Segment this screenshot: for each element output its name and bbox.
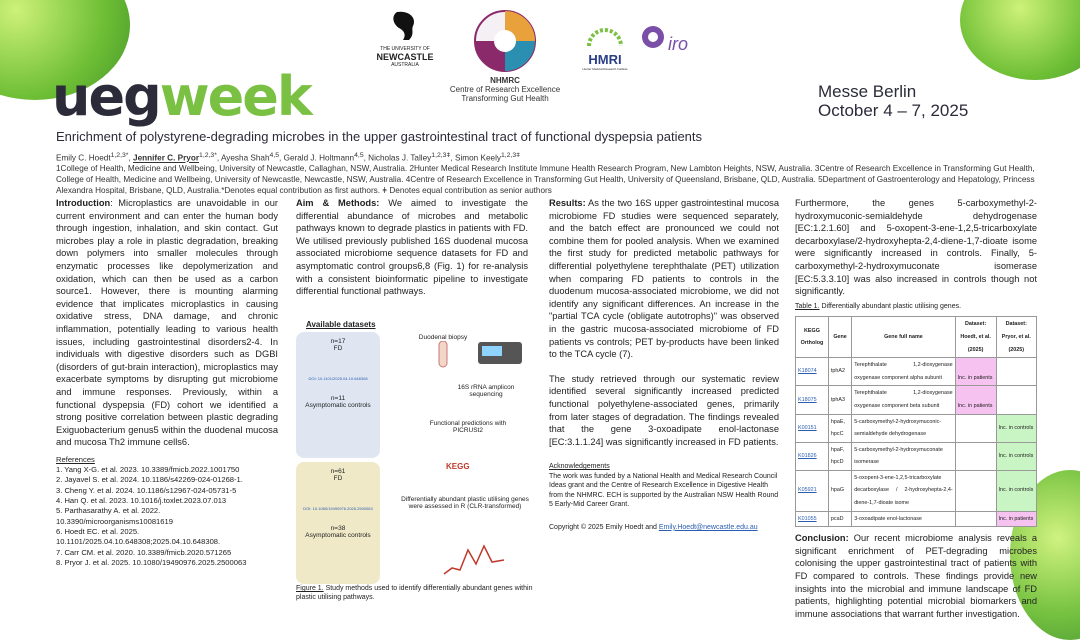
- venue-info: Messe Berlin October 4 – 7, 2025: [818, 82, 969, 120]
- duodenal-biopsy-step: Duodenal biopsy: [408, 334, 478, 371]
- figure-1-caption: Figure 1. Study methods used to identify differentially abundant genes within plastic utilising pathways.: [296, 585, 533, 601]
- sequencing-step: 16S rRNA amplicon sequencing: [457, 384, 515, 398]
- introduction-section: Introduction: Microplastics are unavoidable in our current environment and can enter the human body through ingestion, inhalation, and skin contact. Gut microbes play a role in plastic degradation, breaking down polymers into smaller molecules through enzymatic processes like depolymerization and oxidation, which can then be used as a carbon source1. However, there is mounting alarming evidence that implicates microplastics in causing oxidative stress, DNA damage, and chronic inflammation, potentially leading to various health issues, including gastrointestinal disorders2-4. In individuals with digestive disorders such as DGBI (disorders of gut-brain interaction), microplastics may exacerbate symptoms by disrupting gut microbiome and immune responses. Previously, within a functional dyspepsia (FD) cohort we identified a strong positive correlation between plastic degrading Exiguobacterium genus5 within the duodenal mucosa and mucosa Th2 immune cells6. References 1. Yang X-G. et al. 2023. 10.3389/fmicb.2022.1001750 2. Jayavel S. et al. 2024. 10.1186/s42269-024-01268-1. 3. Cheng Y. et al. 2024. 10.1186/s12967-024-05731-5 4. Han Q. et al. 2023. 10.1016/j.toxlet.2023.07.013 5. Parthasarathy A. et al. 2022. 10.3390/microorganisms10081619 6. Hoedt EC. et al. 2025. 10.1101/2025.04.10.648308;2025.04.10.648308. 7. Carr CM. et al. 2020. 10.3389/fmicb.2020.571265 8. Pryor J. et al. 2025. 10.1080/19490976.2025.2500063: [56, 198, 278, 567]
- reference-item: 5. Parthasarathy A. et al. 2022. 10.3390/microorganisms10081619: [56, 506, 173, 526]
- conclusion-section: Conclusion: Our recent microbiome analysis reveals a significant enrichment of PET-degrading microbes colonising the upper gastrointestinal tract of patients with FD compared to controls. These findings provide new insights into the microbial and immune landscape of FD patients, highlighting potential microbial biomarkers and immune associations that warrant further investigation.: [795, 533, 1037, 619]
- table-header: Dataset: Pryor, et al. (2025): [996, 317, 1036, 358]
- seahorse-icon: [387, 8, 423, 44]
- table-row: K01055 pcaD 3-oxoadipate enol-lactonase Inc. in patients: [796, 511, 1037, 527]
- analysis-plot-icon: [442, 540, 506, 576]
- dataset-1-doi: DOI: 10.1101/2025.04.10.648308: [308, 376, 368, 381]
- hmri-arc-icon: [585, 20, 625, 50]
- kegg-link[interactable]: K01826: [796, 442, 829, 470]
- partner-logos: [370, 8, 690, 128]
- kegg-link[interactable]: K18075: [796, 386, 829, 414]
- kegg-step: KEGG: [446, 462, 470, 471]
- hmri-logo: HMRI Hunter Medical Research Institute: [580, 20, 630, 71]
- author-block: Emily C. Hoedt$^{1,2,3*}$, Jennifer C. Pryor$^{1,2,3*}$, Ayesha Shah$^{4,5}$, Gerald J. Holtmann$^{4,5}$, Nicholas J. Talley$^{1,2,3ǂ}$, Simon Keely$^{1,2,3ǂ}$ 1College of Health, Medicine and Wellbeing, University of Newcastle, Callaghan, NSW, Australia. 2Hunter Medical Research Institute Immune Health Research Program, New Lambton Heights, NSW, Australia. 3Centre of Research Excellence in Transforming Gut Health, College of Health, Medicine and Wellbeing, University of Newcastle, Newcastle, NSW, Australia. 4Centre of Research Excellence in Transforming Gut Health, University of Queensland, Brisbane, QLD, Australia. 5Department of Gastroenterology and Hepatology, Princess Alexandra Hospital, Brisbane, QLD, Australia.*Denotes equal contribution as first authors. ǂ Denotes equal contribution as senior authors: [56, 152, 1035, 195]
- iro-logo: iro: [636, 24, 692, 55]
- copyright: Copyright © 2025 Emily Hoedt and Emily.Hoedt@newcastle.edu.au: [549, 523, 758, 531]
- table-row: K18075 tphA3 Terephthalate 1,2-dioxygenase oxygenase component beta subunit Inc. in patients: [796, 386, 1037, 414]
- introduction-heading: Introduction: [56, 198, 111, 208]
- table-1: [795, 316, 1037, 527]
- poster-header: [0, 0, 1080, 128]
- table-header: KEGG Ortholog: [796, 317, 829, 358]
- table-header: Gene full name: [852, 317, 956, 358]
- methods-heading: Aim & Methods:: [296, 198, 380, 208]
- dataset-1-box: n=17 FD DOI: 10.1101/2025.04.10.648308 n=11 Asymptomatic controls: [296, 332, 380, 458]
- kegg-link[interactable]: K00151: [796, 414, 829, 442]
- table-row: K01826 hpaF, hpcD 5-carboxymethyl-2-hydroxymuconate isomerase Inc. in controls: [796, 442, 1037, 470]
- results-section: Results: As the two 16S upper gastrointestinal mucosa microbiome FD studies were sequenced separately, and the batch effect are pronounced we could not combine them for pooled analysis. When we examined the first study for predicted metabolic pathways for differential polyethylene terephthalate (PET) utilization when comparing FD patients to controls in the duodenum mucosa-associated microbiome, we did not identify any significant differences. An increase in the "partial TCA cycle (obligate autotrophs)" was observed in the gastric mucosa-associated microbiome of FD patients vs controls; PET by-products have been linked to the TCA cycle (7). The study retrieved through our systematic review identified several significantly increased predicted functional polyethylene-associated genes, primarily from later stages of degradation. The findings revealed that the gene 3-oxoadipate enol-lactonase [EC:3.1.1.24] was significantly increased in FD patients. Acknowledgements The work was funded by a National Health and Medical Research Council Ideas grant and the Centre of Research Excellence in Digestive Health from the NHMRC. ECH is supported by the Australian NSW Health Round 5 Early-Mid Career Grant. Copyright © 2025 Emily Hoedt and Emily.Hoedt@newcastle.edu.au: [549, 197, 779, 534]
- uon-logo: THE UNIVERSITY OF NEWCASTLE AUSTRALIA: [370, 8, 440, 68]
- author-hoedt: Emily C. Hoedt: [56, 153, 111, 163]
- contact-email-link[interactable]: Emily.Hoedt@newcastle.edu.au: [658, 523, 758, 531]
- affiliations: 1College of Health, Medicine and Wellbeing, University of Newcastle, Callaghan, NSW, Australia. 2Hunter Medical Research Institute Immune Health Research Program, New Lambton Heights, NSW, Australia. 3Centre of Research Excellence in Transforming Gut Health, College of Health, Medicine and Wellbeing, University of Newcastle, Newcastle, NSW, Australia. 4Centre of Research Excellence in Transforming Gut Health, University of Queensland, Brisbane, QLD, Australia. 5Department of Gastroenterology and Hepatology, Princess Alexandra Hospital, Brisbane, QLD, Australia.*Denotes equal contribution as first authors. ǂ Denotes equal contribution as senior authors: [56, 164, 1035, 195]
- poster-title: Enrichment of polystyrene-degrading microbes in the upper gastrointestinal tract of functional dyspepsia patients: [56, 129, 703, 144]
- author-pryor: Jennifer C. Pryor: [133, 153, 200, 163]
- table-row: K05921 hpaG 5-oxopent-3-ene-1,2,5-tricarboxylate decarboxylase / 2-hydroxyhepta-2,4-diene-1,7-dioate isome Inc. in controls: [796, 470, 1037, 511]
- reference-item: 7. Carr CM. et al. 2020. 10.3389/fmicb.2020.571265: [56, 547, 232, 557]
- reference-item: 3. Cheng Y. et al. 2024. 10.1186/s12967-024-05731-5: [56, 485, 237, 495]
- kegg-link[interactable]: K01055: [796, 511, 829, 527]
- biopsy-tube-icon: [436, 341, 450, 369]
- table-row: K00151 hpaE, hpcC 5-carboxymethyl-2-hydroxymuconic-semialdehyde dehydrogenase Inc. in controls: [796, 414, 1037, 442]
- cre-gut-health-icon: [472, 8, 538, 74]
- results-continued: Furthermore, the genes 5-carboxymethyl-2-hydroxymuconic-semialdehyde dehydrogenase [EC:1.2.1.60] and 5-oxopent-3-ene-1,2,5-tricarboxylate decarboxylase/2-hydroxyhepta-2,4-diene-1,7-dioate isome were significantly increased in controls. Finally, 5-carboxymethyl-2-hydroxymuconate isomerase [EC:5.3.3.10] was also increased in controls though not significantly. Table 1. Differentially abundant plastic utilising genes. KEGG Ortholog Gene Gene full name Dataset: Hoedt, et al. (2025) Dataset: Pryor, et al. (2025) K18074 tphA2 Terephthalate 1,2-dioxygenase oxygenase component alpha subunit Inc. in patients K18075 tphA3 Terephthalate 1,2-dioxygenase oxygenase component beta subunit Inc. in patients K00151 hpaE, hpcC 5-carboxymethyl-2-hydroxymuconic-semialdehyde dehydrogenase Inc. in controls K01826 hpaF, hpcD 5-carboxymethyl-2-hydroxymuconate isomerase Inc. in controls K05921 hpaG 5-oxopent-3-ene-1,2,5-tricarboxylate decarboxylase / 2-hydroxyhepta-2,4-diene-1,7-dioate isome Inc. in controls K01055 pcaD 3-oxoadipate enol-lactonase Inc. in patients Conclusion: Our recent microbiome analysis reveals a significant enrichment of PET-degrading microbes colonising the upper gastrointestinal tract of patients with FD compared to controls. These findings provide new insights into the microbial and immune landscape of FD patients, highlighting potential microbial biomarkers and immune associations that warrant further investigation.: [795, 198, 1037, 619]
- dataset-2-box: n=61 FD DOI: 10.1080/19490976.2025.2500063 n=38 Asymptomatic controls: [296, 462, 380, 584]
- results-paragraph-2: The study retrieved through our systematic review identified several significantly increased predicted functional polyethylene-associated genes, primarily from later stages of degradation. The findings revealed that the gene 3-oxoadipate enol-lactonase [EC:3.1.1.24] was significantly increased in FD patients.: [549, 373, 779, 447]
- acknowledgements-section: Acknowledgements The work was funded by a National Health and Medical Research Council Ideas grant and the Centre of Research Excellence in Digestive Health from the NHMRC. ECH is supported by the Australian NSW Health Round 5 Early-Mid Career Grant.: [549, 463, 779, 509]
- table-header: Dataset: Hoedt, et al. (2025): [955, 317, 996, 358]
- nhmrc-cre-logo: NHMRC Centre of Research Excellence Transforming Gut Health: [440, 8, 570, 103]
- dataset-2-doi: DOI: 10.1080/19490976.2025.2500063: [303, 506, 373, 511]
- ueg-week-logo: uegweek: [52, 65, 311, 128]
- conclusion-heading: Conclusion:: [795, 533, 849, 544]
- datasets-label: Available datasets: [306, 320, 376, 329]
- references-section: [56, 455, 278, 568]
- reference-item: 8. Pryor J. et al. 2025. 10.1080/19490976.2025.2500063: [56, 557, 247, 567]
- reference-item: 4. Han Q. et al. 2023. 10.1016/j.toxlet.2023.07.013: [56, 496, 227, 506]
- reference-item: 2. Jayavel S. et al. 2024. 10.1186/s42269-024-01268-1.: [56, 475, 243, 485]
- picrust-step: Functional predictions with PICRUSt2: [429, 420, 507, 434]
- differential-abundance-step: Differentially abundant plastic utilising genes were assessed in R (CLR-transformed): [401, 496, 529, 510]
- reference-item: 6. Hoedt EC. et al. 2025. 10.1101/2025.04.10.648308;2025.04.10.648308.: [56, 526, 221, 547]
- table-row: K18074 tphA2 Terephthalate 1,2-dioxygenase oxygenase component alpha subunit Inc. in patients: [796, 358, 1037, 386]
- kegg-link[interactable]: K18074: [796, 358, 829, 386]
- methods-section: Aim & Methods: We aimed to investigate the differential abundance of microbes and metabolic pathways known to degrade plastics in patients with FD. We utilised previously published 16S duodenal mucosa associated microbiome sequence datasets for FD and asymptomatic control groups6,8 (Fig. 1) for re-analysis with a consistent bioinformatic pipeline to investigate differential functional pathways.: [296, 198, 528, 297]
- results-heading: Results:: [549, 198, 586, 208]
- table-1-caption: Table 1. Differentially abundant plastic utilising genes.: [795, 302, 962, 310]
- figure-1: [296, 320, 540, 601]
- reference-item: 1. Yang X-G. et al. 2023. 10.3389/fmicb.2022.1001750: [56, 465, 240, 475]
- kegg-link[interactable]: K05921: [796, 470, 829, 511]
- sequencer-icon: [476, 338, 524, 366]
- table-header: Gene: [828, 317, 851, 358]
- iro-mark-icon: [640, 24, 666, 50]
- references-heading: References: [56, 454, 95, 464]
